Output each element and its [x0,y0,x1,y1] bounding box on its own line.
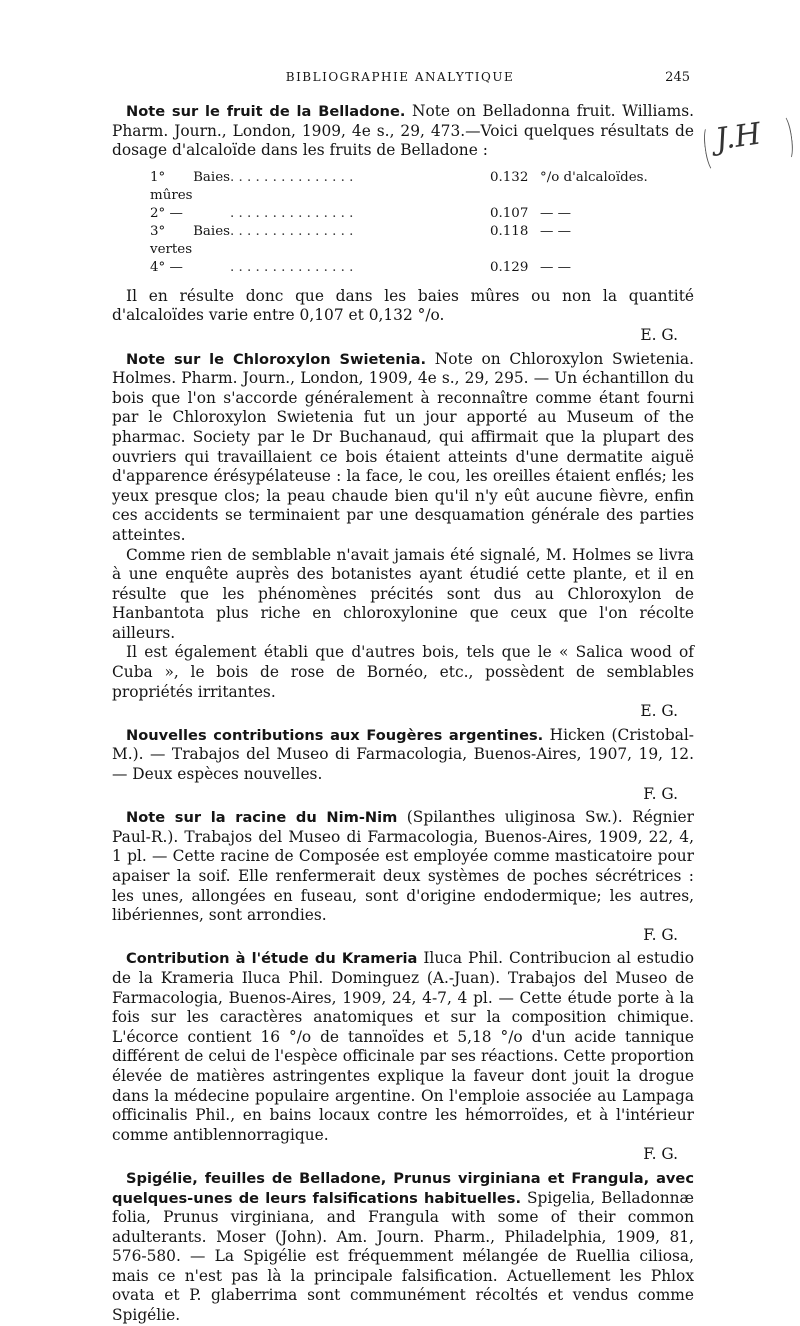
table-cell-label: 4° — [150,259,183,275]
entry-spigelie [112,1169,694,1326]
entry-text: (Spilanthes uliginosa Sw.). Régnier Paul-R.). Trabajos del Museo di Farmacologia, Buenos-Aires, 1909, 22, 4, 1 pl. — Cette racine de Composée est employée comme masticatoire pour apaiser la soif. Elle renfermerait deux systèmes de poches sécrétrices : les unes, allongées en fuseau, sont d'origine endodermique; les autres, libériennes, sont arrondies. [112,808,694,925]
entry-chloroxylon [112,350,694,722]
entry-signature: E. G. [640,702,678,721]
table-cell-label: 1° Baies mûres [150,169,230,203]
page-number: 245 [665,70,690,85]
entry-conclusion: Il en résulte donc que dans les baies mûres ou non la quantité d'alcaloïdes varie entre 0,107 et 0,132 °/o. [112,286,694,325]
entry-signature: F. G. [643,784,678,803]
article-body [112,102,694,1326]
stamp-bracket-right [777,114,795,161]
entry-fougeres [112,726,694,804]
entry-text: Note on Belladonna fruit. Williams. Pharm. Journ., London, 1909, 4e s., 29, 473.—Voici quelques résultats de dosage d'alcaloïde dans les fruits de Belladone : [112,102,694,160]
running-title: BIBLIOGRAPHIE ANALYTIQUE [285,70,515,84]
table-cell-value: 0.107 [490,205,529,221]
table-row [150,205,650,223]
table-cell-value: 0.118 [490,223,529,239]
entry-text: Hicken (Cristobal-M.). — Trabajos del Museo di Farmacologia, Buenos-Aires, 1907, 19, 12. — Deux espèces nouvelles. [112,725,694,784]
entry-text: Note on Chloroxylon Swietenia. Holmes. Pharm. Journ., London, 1909, 4e s., 29, 295. — Un échantillon du bois que l'on s'accorde généralement à reconnaître comme étant fourni par le Chloroxylon Swietenia fut un jour apporté au Museum of the pharmac. Society par le Dr Buchanaud, qui affirmait que la plupart des ouvriers qui travaillaient ce bois étaient atteints d'une dermatite aiguë d'apparence érésypélateuse : la face, le cou, les oreilles étaient enflés; les yeux presque clos; la peau chaude bien qu'il n'y eût aucune fièvre, enfin ces accidents se terminaient par une desquamation générale des parties atteintes. [112,349,694,544]
entry-heading: Nouvelles contributions aux Fougères argentines. [126,726,544,744]
table-cell-leader: . . . . . . . . . . . . . . . [230,169,354,185]
alkaloid-table [150,169,650,277]
entry-paragraph: Comme rien de semblable n'avait jamais été signalé, M. Holmes se livra à une enquête auprès des botanistes ayant étudié cette plante, et il en résulte que les phénomènes précités sont dus au Chloroxylon de Hanbantota plus riche en chloroxylonine que ceux que l'on récolte ailleurs. [112,545,694,642]
entry-heading: Note sur la racine du Nim-Nim [126,809,398,827]
table-row [150,169,650,205]
table-cell-leader: . . . . . . . . . . . . . . . [230,223,354,239]
table-cell-value: 0.132 [490,169,529,185]
handwritten-monogram-stamp [705,107,794,174]
entry-signature: E. G. [640,325,678,344]
table-cell-unit: °/o d'alcaloïdes. [540,169,648,185]
entry-signature: F. G. [643,1145,678,1164]
table-cell-unit: — — [540,205,572,221]
table-cell-unit: — — [540,223,572,239]
table-cell-leader: . . . . . . . . . . . . . . . [230,205,354,221]
entry-belladone-fruit [112,102,694,346]
entry-text: Iluca Phil. Contribucion al estudio de la Krameria Iluca Phil. Dominguez (A.-Juan). Trabajos del Museo de Farmacologia, Buenos-Aires, 1909, 24, 4-7, 4 pl. — Cette étude porte à la fois sur les caractères anatomiques et sur la composition chimique. L'écorce contient 16 °/o de tannoïdes et 5,18 °/o d'un acide tannique différent de celui de l'espèce officinale par ses réactions. Cette proportion élevée de matières astringentes explique la faveur dont jouit la drogue dans la médecine populaire argentine. On l'emploie associée au Lampaga officinalis Phil., en bains locaux contre les hémorroïdes, et à l'intérieur comme antiblennorragique. [112,949,694,1144]
entry-heading: Contribution à l'étude du Krameria [126,950,418,968]
stamp-monogram: J.H [713,116,764,158]
entry-paragraph: Il est également établi que d'autres bois, tels que le « Salica wood of Cuba », le bois de rose de Bornéo, etc., possèdent de semblables propriétés irritantes. [112,643,694,701]
entry-heading: Note sur le Chloroxylon Swietenia. [126,350,427,368]
table-cell-unit: — — [540,259,572,275]
entry-heading: Note sur le fruit de la Belladone. [126,103,406,120]
entry-heading: Spigélie, feuilles de Belladone, Prunus virginiana et Frangula, avec quelques-unes de leurs falsifications habituelles. [112,1169,694,1207]
table-cell-label: 2° — [150,205,183,221]
table-cell-leader: . . . . . . . . . . . . . . . [230,259,354,275]
entry-krameria [112,949,694,1165]
table-row [150,223,650,259]
entry-nim-nim [112,808,694,945]
entry-text: Spigelia, Belladonnæ folia, Prunus virginiana, and Frangula with some of their common adulterants. Moser (John). Am. Journ. Pharm., Philadelphia, 1909, 81, 576-580. — La Spigélie est fréquemment mélangée de Ruellia ciliosa, mais ce n'est pas là la principale falsification. Actuellement les Phlox ovata et P. glaberrima sont communément récoltés et vendus comme Spigélie. [112,1188,694,1325]
running-header [110,70,690,90]
table-cell-value: 0.129 [490,259,529,275]
table-row [150,259,650,277]
table-cell-label: 3° Baies vertes [150,223,230,257]
entry-signature: F. G. [643,925,678,944]
